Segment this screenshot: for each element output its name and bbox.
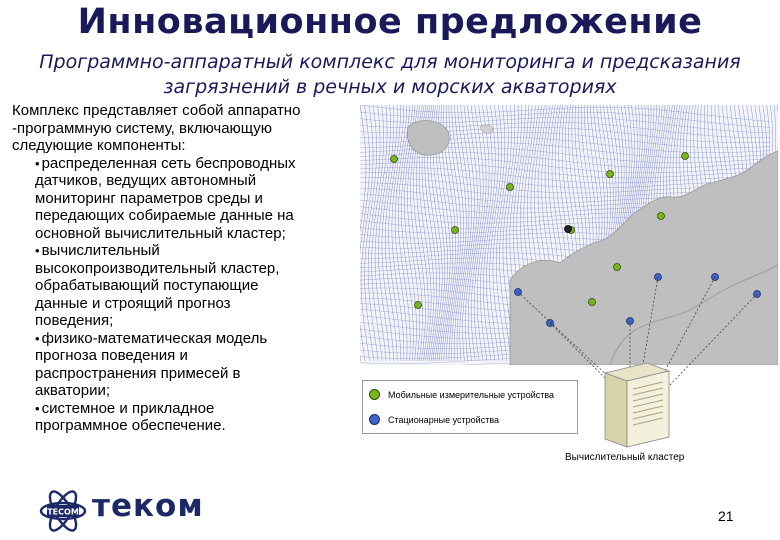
server-cluster-image xyxy=(595,355,675,455)
map-legend xyxy=(362,380,578,434)
bullet-dot-icon: • xyxy=(35,400,40,416)
bullet-line: распространения примесей в xyxy=(35,364,241,382)
logo-emblem-text: TECOM xyxy=(47,507,79,517)
subtitle-line-2: загрязнений в речных и морских акваториях xyxy=(163,76,617,98)
mobile-device-marker xyxy=(391,156,398,163)
cluster-caption: Вычислительный кластер xyxy=(565,452,685,463)
tecom-emblem-logo xyxy=(38,490,88,537)
stationary-device-marker xyxy=(754,291,761,298)
bullet-line: системное и прикладное xyxy=(41,399,215,417)
legend-label: Стационарные устройства xyxy=(388,414,500,425)
bullet-line: физико-математическая модель xyxy=(41,329,268,347)
bullet-line: мониторинг параметров среды и xyxy=(35,189,263,207)
bullet-line: акватории; xyxy=(35,382,111,399)
subtitle-line-1: Программно-аппаратный комплекс для мониторинга и предсказания xyxy=(39,51,741,73)
bullet-compute-cluster xyxy=(12,242,357,330)
stationary-device-marker xyxy=(627,318,634,325)
intro-line: следующие компоненты: xyxy=(12,137,186,154)
legend-item-stationary xyxy=(369,414,499,425)
bullet-sensor-network xyxy=(12,155,357,243)
mobile-device-marker xyxy=(415,302,422,309)
description-text xyxy=(12,102,357,435)
bullet-line: основной вычислительный кластер; xyxy=(35,224,286,242)
atom-logo-icon xyxy=(38,490,88,532)
mobile-device-marker xyxy=(607,171,614,178)
intro-line: -программную систему, включающую xyxy=(12,119,273,137)
mobile-device-marker xyxy=(507,184,514,191)
slide-title: Инновационное предложение xyxy=(77,2,703,42)
bullet-line: распределенная сеть беспроводных xyxy=(41,154,296,172)
mobile-device-marker xyxy=(682,153,689,160)
bullet-line: высокопроизводительный кластер, xyxy=(35,259,280,277)
bullet-dot-icon: • xyxy=(35,243,40,258)
slide-subtitle xyxy=(0,50,780,100)
bullet-dot-icon: • xyxy=(35,155,40,171)
bullet-line: передающих собираемые данные на xyxy=(35,207,294,224)
stationary-device-marker xyxy=(655,274,662,281)
water-area-map xyxy=(360,105,778,365)
stationary-device-swatch-icon xyxy=(369,414,380,425)
bullet-line: поведения; xyxy=(35,312,114,329)
bullet-line: обрабатывающий поступающие xyxy=(35,277,259,294)
stationary-device-marker xyxy=(547,320,554,327)
bullet-dot-icon: • xyxy=(35,330,40,346)
stationary-device-marker xyxy=(515,289,522,296)
legend-label: Мобильные измерительные устройства xyxy=(388,389,555,400)
page-number: 21 xyxy=(718,508,734,524)
intro-line: Комплекс представляет собой аппаратно xyxy=(12,102,301,119)
bullet-line: вычислительный xyxy=(41,242,160,259)
bullet-software xyxy=(12,400,357,435)
bullet-physics-model xyxy=(12,330,357,400)
mesh-map-image xyxy=(360,105,778,365)
intro-paragraph xyxy=(12,102,357,155)
mobile-device-swatch-icon xyxy=(369,389,380,400)
device-marker-dark xyxy=(565,226,572,233)
mobile-device-marker xyxy=(452,227,459,234)
legend-item-mobile xyxy=(369,389,554,400)
mobile-device-marker xyxy=(614,264,621,271)
bullet-line: прогноза поведения и xyxy=(35,347,188,364)
mobile-device-marker xyxy=(589,299,596,306)
stationary-device-marker xyxy=(712,274,719,281)
server-icon xyxy=(595,355,675,450)
bullet-line: данные и строящий прогноз xyxy=(35,294,231,312)
mobile-device-marker xyxy=(658,213,665,220)
bullet-line: датчиков, ведущих автономный xyxy=(35,172,257,189)
bullet-line: программное обеспечение. xyxy=(35,417,226,434)
tecom-wordmark-logo: теком xyxy=(92,488,204,524)
